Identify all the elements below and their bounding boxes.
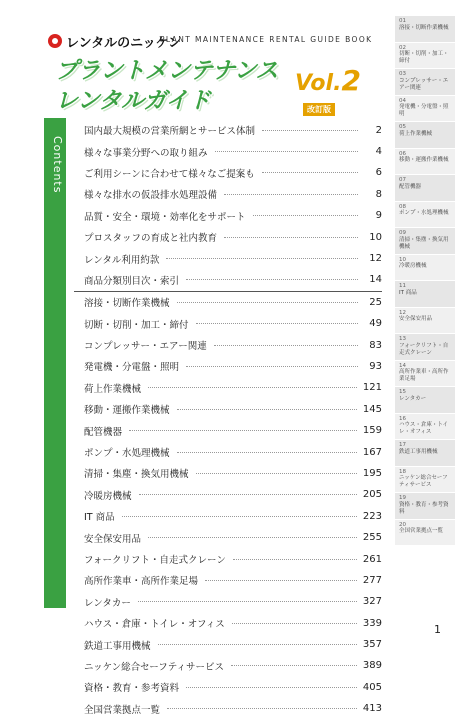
sidebar-item[interactable] (395, 334, 455, 361)
toc-title: 資格・教育・参考資料 (84, 680, 182, 694)
toc-row[interactable] (74, 506, 382, 527)
toc-title: レンタカー (84, 595, 134, 609)
leader-dots (177, 452, 357, 453)
sidebar-item-label: 清掃・集塵・換気用機械 (399, 236, 449, 250)
toc-row[interactable] (74, 699, 382, 720)
sidebar-item-label: IT 商品 (399, 289, 417, 296)
toc-row[interactable] (74, 184, 382, 205)
leader-dots (214, 345, 358, 346)
sidebar-item-label: 配管機器 (399, 183, 422, 190)
leader-dots (186, 279, 358, 280)
leader-dots (186, 366, 358, 367)
toc-page: 25 (362, 297, 382, 308)
contents-tab (44, 118, 66, 608)
leader-dots (196, 323, 358, 324)
leader-dots (138, 601, 357, 602)
sidebar-item[interactable] (395, 255, 455, 282)
toc-title: 鉄道工事用機械 (84, 638, 154, 652)
toc-page: 205 (362, 489, 382, 501)
toc-row[interactable] (74, 592, 382, 613)
sidebar-item-number: 08 (399, 203, 406, 210)
toc-row[interactable] (74, 677, 382, 698)
sidebar-item-label: 鉄道工事用機械 (399, 448, 438, 455)
sidebar-item-label: 全国営業拠点一覧 (399, 528, 444, 535)
toc-row[interactable] (74, 420, 382, 441)
toc-title: ニッケン総合セーフティサービス (84, 659, 227, 673)
leader-dots (253, 215, 358, 216)
sidebar-item-number: 04 (399, 97, 406, 104)
toc-row[interactable] (74, 356, 382, 377)
sidebar-item-number: 20 (399, 521, 406, 528)
toc-title: 移動・運搬作業機械 (84, 402, 173, 416)
sidebar-item[interactable] (395, 96, 455, 123)
toc-title: 溶接・切断作業機械 (84, 295, 173, 309)
sidebar-item-label: 発電機・分電盤・照明 (399, 104, 449, 118)
leader-dots (215, 151, 358, 152)
sidebar-item[interactable] (395, 228, 455, 255)
toc-page: 121 (362, 382, 382, 394)
contents-label: Contents (51, 136, 64, 194)
toc-row[interactable] (74, 248, 382, 269)
sidebar-item-label: 冷暖房機械 (399, 263, 427, 270)
sidebar-item-label: 切断・切削・加工・締付 (399, 51, 449, 65)
leader-dots (262, 172, 358, 173)
toc-row[interactable] (74, 270, 382, 291)
sidebar-item-number: 02 (399, 44, 406, 51)
toc-row[interactable] (74, 634, 382, 655)
leader-dots (148, 387, 357, 388)
page-number: 1 (434, 623, 441, 636)
toc-row[interactable] (74, 527, 382, 548)
toc-title: レンタル利用約款 (84, 252, 162, 266)
toc-row[interactable] (74, 463, 382, 484)
toc-page: 49 (362, 318, 382, 329)
sidebar-item-number: 05 (399, 124, 406, 130)
sidebar-item-number: 06 (399, 150, 406, 157)
toc-title: 様々な事業分野への取り組み (84, 145, 211, 159)
sidebar-item-label: ニッケン総合セーフティサービス (399, 475, 448, 489)
sidebar-item[interactable] (395, 122, 455, 149)
chapter-index-sidebar (395, 16, 455, 546)
toc-title: コンプレッサー・エアー関連 (84, 338, 210, 352)
toc-page: 167 (362, 446, 382, 458)
sidebar-item[interactable] (395, 149, 455, 176)
sidebar-item[interactable] (395, 440, 455, 467)
toc-title: ポンプ・水処理機械 (84, 445, 173, 459)
toc-page: 223 (362, 510, 382, 522)
sidebar-item[interactable] (395, 69, 455, 96)
leader-dots (231, 665, 357, 666)
sidebar-item-number: 09 (399, 230, 406, 236)
sidebar-item[interactable] (395, 414, 455, 441)
sidebar-item-label: フォークリフト・自走式クレーン (399, 342, 449, 356)
toc-page: 357 (362, 639, 382, 651)
toc-page: 327 (362, 596, 382, 608)
toc-page: 10 (362, 232, 382, 243)
toc-title: ご利用シーンに合わせて様々なご提案も (84, 166, 258, 180)
toc-page: 2 (362, 125, 382, 136)
sidebar-item[interactable] (395, 175, 455, 202)
toc-title: 配管機器 (84, 424, 125, 438)
leader-dots (233, 559, 357, 560)
leader-dots (186, 687, 357, 688)
sidebar-item-number: 07 (399, 177, 406, 183)
sidebar-item-label: 溶接・切断作業機械 (399, 24, 449, 31)
header (48, 32, 387, 54)
leader-dots (166, 258, 358, 259)
sidebar-item[interactable] (395, 387, 455, 414)
toc-title: フォークリフト・自走式クレーン (84, 552, 229, 566)
leader-dots (232, 623, 357, 624)
nikken-logo-icon (48, 34, 62, 48)
toc-page: 6 (362, 167, 382, 178)
toc-title: プロスタッフの育成と社内教育 (84, 230, 220, 244)
toc-page: 14 (362, 274, 382, 285)
sidebar-item-label: 移動・運搬作業機械 (399, 157, 449, 164)
sidebar-item-number: 18 (399, 468, 406, 475)
toc-title: 高所作業車・高所作業足場 (84, 573, 201, 587)
toc-title: 冷暖房機械 (84, 488, 135, 502)
toc-title: 全国営業拠点一覧 (84, 702, 163, 716)
leader-dots (196, 473, 357, 474)
guide-title: PLANT MAINTENANCE RENTAL GUIDE BOOK (160, 35, 373, 44)
toc-title: 安全保安用品 (84, 531, 144, 545)
leader-dots (224, 194, 358, 195)
sidebar-item-number: 12 (399, 309, 406, 316)
toc-page: 93 (362, 361, 382, 372)
toc-row[interactable] (74, 613, 382, 634)
toc-title: 品質・安全・環境・効率化をサポート (84, 209, 249, 223)
sidebar-item-number: 11 (399, 283, 406, 289)
sidebar-item[interactable] (395, 361, 455, 388)
sidebar-item-number: 17 (399, 442, 406, 448)
volume-badge (295, 64, 377, 116)
toc-page: 413 (362, 703, 382, 715)
toc-title: 発電機・分電盤・照明 (84, 359, 182, 373)
sidebar-item-number: 01 (399, 18, 406, 24)
leader-dots (205, 580, 357, 581)
title-line-2: レンタルガイド (55, 88, 211, 114)
sidebar-item[interactable] (395, 281, 455, 308)
sidebar-item-number: 03 (399, 71, 406, 77)
leader-dots (139, 494, 357, 495)
toc-title: IT 商品 (84, 509, 118, 523)
vol-prefix: Vol. (295, 71, 342, 96)
toc-title: 荷上作業機械 (84, 381, 144, 395)
leader-dots (129, 430, 357, 431)
toc-row[interactable] (74, 335, 382, 356)
table-of-contents (74, 120, 382, 720)
toc-row[interactable] (74, 399, 382, 420)
toc-page: 8 (362, 189, 382, 200)
sidebar-item[interactable] (395, 467, 455, 494)
toc-page: 277 (362, 574, 382, 586)
toc-row[interactable] (74, 656, 382, 677)
toc-page: 405 (362, 681, 382, 693)
toc-page: 159 (362, 425, 382, 437)
toc-title: 清掃・集塵・換気用機械 (84, 466, 192, 480)
sidebar-item-number: 15 (399, 389, 406, 395)
toc-page: 195 (362, 467, 382, 479)
sidebar-item-label: 資格・教育・参考資料 (399, 501, 449, 515)
toc-page: 339 (362, 617, 382, 629)
sidebar-item-label: ハウス・倉庫・トイレ・オフィス (399, 422, 449, 436)
toc-row[interactable] (74, 570, 382, 591)
vol-sub: 改訂版 (303, 103, 335, 116)
leader-dots (224, 237, 358, 238)
toc-page: 12 (362, 253, 382, 264)
toc-title: 様々な排水の仮設排水処理設備 (84, 187, 220, 201)
toc-row[interactable] (74, 141, 382, 162)
toc-row[interactable] (74, 549, 382, 570)
sidebar-item[interactable] (395, 16, 455, 43)
leader-dots (167, 708, 357, 709)
title-line-1: プラントメンテナンス (55, 58, 278, 84)
main-title (55, 56, 305, 116)
sidebar-item-number: 13 (399, 336, 406, 342)
toc-page: 261 (362, 553, 382, 565)
toc-page: 145 (362, 403, 382, 415)
leader-dots (177, 409, 357, 410)
sidebar-item-label: ポンプ・水処理機械 (399, 210, 449, 217)
toc-row[interactable] (74, 292, 382, 313)
toc-row[interactable] (74, 314, 382, 335)
sidebar-item-label: 荷上作業機械 (399, 130, 433, 137)
toc-page: 389 (362, 660, 382, 672)
sidebar-item-number: 16 (399, 415, 406, 422)
toc-row[interactable] (74, 442, 382, 463)
toc-title: 国内最大規模の営業所網とサービス体制 (84, 123, 258, 137)
sidebar-item-label: コンプレッサー・エアー関連 (399, 77, 449, 91)
toc-row[interactable] (74, 163, 382, 184)
sidebar-item[interactable] (395, 493, 455, 520)
sidebar-item-number: 19 (399, 495, 406, 501)
sidebar-item-label: レンタカー (399, 395, 427, 402)
sidebar-item[interactable] (395, 43, 455, 70)
vol-number: 2 (341, 64, 361, 97)
toc-row[interactable] (74, 485, 382, 506)
sidebar-item-label: 高所作業車・高所作業足場 (399, 369, 449, 383)
toc-title: 切断・切削・加工・締付 (84, 317, 192, 331)
toc-page: 83 (362, 340, 382, 351)
leader-dots (148, 537, 357, 538)
sidebar-item-label: 安全保安用品 (399, 316, 433, 323)
leader-dots (177, 302, 358, 303)
toc-row[interactable] (74, 206, 382, 227)
toc-row[interactable] (74, 227, 382, 248)
sidebar-item-number: 10 (399, 256, 406, 263)
toc-page: 9 (362, 210, 382, 221)
sidebar-item-number: 14 (399, 362, 406, 369)
sidebar-item[interactable] (395, 202, 455, 229)
toc-row[interactable] (74, 120, 382, 141)
leader-dots (262, 130, 358, 131)
leader-dots (158, 644, 357, 645)
leader-dots (122, 516, 357, 517)
sidebar-item[interactable] (395, 308, 455, 335)
toc-title: 商品分類別目次・索引 (84, 273, 182, 287)
toc-page: 4 (362, 146, 382, 157)
toc-page: 255 (362, 532, 382, 544)
toc-title: ハウス・倉庫・トイレ・オフィス (84, 616, 228, 630)
logo-text: レンタルのニッケン (66, 36, 181, 51)
toc-row[interactable] (74, 378, 382, 399)
sidebar-item[interactable] (395, 520, 455, 547)
